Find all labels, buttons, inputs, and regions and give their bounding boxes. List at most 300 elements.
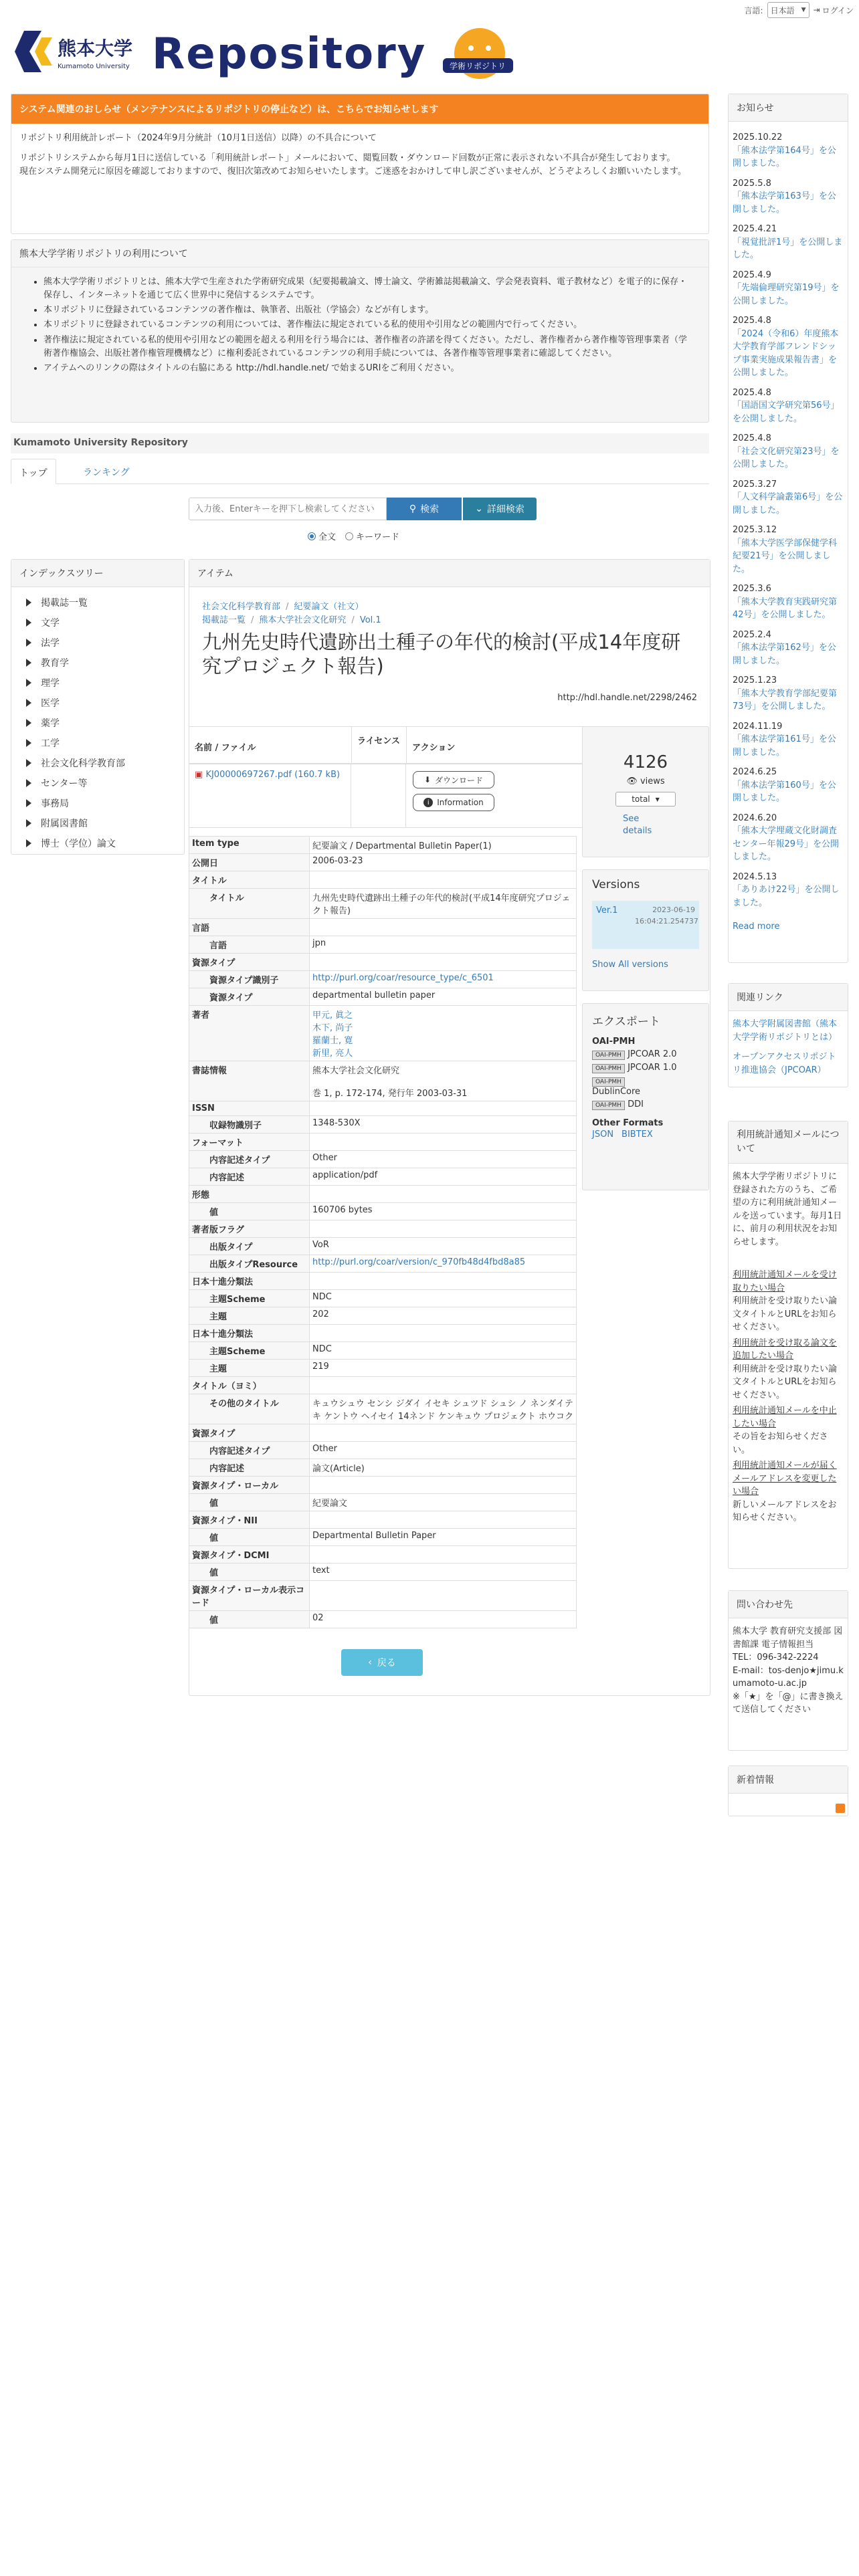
metadata-row <box>189 1006 577 1061</box>
repository-badge-text: 学術リポジトリ <box>449 62 506 71</box>
breadcrumb-link[interactable]: 熊本大学社会文化研究 <box>259 615 347 625</box>
metadata-key: 主題Scheme <box>189 1342 310 1360</box>
oai-pmh-badge-icon: OAI-PMH <box>592 1064 625 1073</box>
metadata-row <box>189 1546 577 1564</box>
news-text[interactable]: 「ありあけ22号」を公開しました。 <box>733 885 840 908</box>
chevron-down-icon: ▼ <box>801 7 806 13</box>
radio-keyword[interactable]: キーワード <box>345 530 399 542</box>
metadata-key: 値 <box>189 1203 310 1220</box>
metadata-value: NDC <box>310 1342 577 1360</box>
usage-list-item: • 本リポジトリに登録されているコンテンツの利用については、著作権法に規定されている私的使用や引用などの範囲内で行ってください。 <box>43 318 695 332</box>
news-date: 2024.6.20 <box>733 813 777 823</box>
news-date: 2025.10.22 <box>733 132 783 142</box>
search-button[interactable]: ⚲ 検索 <box>387 498 462 520</box>
mail-link-3[interactable]: 利用統計通知メールを中止したい場合 <box>733 1406 837 1429</box>
metadata-row <box>189 1377 577 1394</box>
chevron-down-icon: ⌄ <box>475 504 483 514</box>
metadata-value: jpn <box>310 936 577 954</box>
metadata-row <box>189 1477 577 1494</box>
tree-item-label[interactable]: 医学 <box>41 698 60 709</box>
chevron-left-icon: ‹ <box>368 1657 372 1668</box>
news-item <box>733 131 844 171</box>
news-date: 2025.4.8 <box>733 316 771 326</box>
metadata-row <box>189 1273 577 1290</box>
tree-item-label[interactable]: 社会文化科学教育部 <box>41 758 125 769</box>
index-tree-list <box>11 587 184 853</box>
news-date: 2025.3.27 <box>733 479 777 490</box>
metadata-row <box>189 1459 577 1477</box>
metadata-row <box>189 1564 577 1581</box>
section-title: Kumamoto University Repository <box>11 433 709 453</box>
news-date: 2024.5.13 <box>733 871 777 882</box>
university-name-en: Kumamoto University <box>58 63 130 70</box>
metadata-value: 02 <box>310 1611 577 1628</box>
metadata-row <box>189 1342 577 1360</box>
news-text[interactable]: 「国語国文学研究第56号」を公開しました。 <box>733 401 840 424</box>
news-item <box>733 478 844 518</box>
metadata-value: 論文(Article) <box>310 1459 577 1477</box>
metadata-row <box>189 1611 577 1628</box>
metadata-row <box>189 1511 577 1529</box>
metadata-key: 資源タイプ <box>189 1424 310 1442</box>
metadata-key: 資源タイプ <box>189 954 310 971</box>
breadcrumb-link[interactable]: Vol.1 <box>359 615 381 625</box>
metadata-row <box>189 1394 577 1424</box>
news-date: 2024.11.19 <box>733 721 783 732</box>
news-item <box>733 314 844 380</box>
metadata-value <box>310 1101 577 1116</box>
news-date: 2025.3.6 <box>733 584 771 594</box>
tree-item-label[interactable]: 法学 <box>41 638 60 649</box>
file-col-license: ライセンス <box>351 727 406 763</box>
index-tree-panel <box>11 559 185 855</box>
mail-panel <box>728 1121 848 1569</box>
metadata-key: 主題 <box>189 1307 310 1325</box>
mail-link-4[interactable]: 利用統計通知メールが届くメールアドレスを変更したい場合 <box>733 1461 837 1497</box>
expand-triangle-icon[interactable] <box>26 819 31 827</box>
metadata-row <box>189 1116 577 1134</box>
search-icon: ⚲ <box>409 504 417 514</box>
metadata-row <box>189 919 577 936</box>
news-item <box>733 223 844 262</box>
file-table <box>189 726 583 828</box>
metadata-row <box>189 1581 577 1611</box>
export-jpcoar10[interactable]: OAI-PMH JPCOAR 1.0 <box>592 1063 699 1073</box>
metadata-key: 資源タイプ・DCMI <box>189 1546 310 1564</box>
metadata-key: 資源タイプ識別子 <box>189 971 310 988</box>
metadata-key: ISSN <box>189 1101 310 1116</box>
metadata-key: タイトル <box>189 889 310 919</box>
news-text[interactable]: 「熊本大学教育学部紀要第73号」を公開しました。 <box>733 688 838 712</box>
expand-triangle-icon[interactable] <box>26 759 31 767</box>
version-label[interactable]: Ver.1 <box>596 905 618 916</box>
metadata-key: 内容記述 <box>189 1459 310 1477</box>
tree-item-label[interactable]: センター等 <box>41 778 88 789</box>
news-date: 2025.1.23 <box>733 675 777 685</box>
export-jpcoar20[interactable]: OAI-PMH JPCOAR 2.0 <box>592 1049 699 1060</box>
metadata-value[interactable]: http://purl.org/coar/resource_type/c_6501 <box>310 971 577 988</box>
metadata-row <box>189 971 577 988</box>
metadata-row <box>189 1186 577 1203</box>
download-button[interactable]: ⬇ ダウンロード <box>413 771 494 788</box>
news-text[interactable]: 「先端倫理研究第19号」を公開しました。 <box>733 283 840 306</box>
search-bar <box>189 498 537 520</box>
news-item <box>733 269 844 308</box>
metadata-row <box>189 1168 577 1186</box>
oai-pmh-badge-icon: OAI-PMH <box>592 1101 625 1110</box>
metadata-row <box>189 1220 577 1238</box>
metadata-key: タイトル（ヨミ） <box>189 1377 310 1394</box>
tree-item[interactable] <box>11 633 184 653</box>
file-download-link[interactable]: KJ00000697267.pdf (160.7 kB) <box>205 770 341 780</box>
metadata-value <box>310 871 577 889</box>
metadata-key: 内容記述タイプ <box>189 1151 310 1168</box>
tree-item[interactable] <box>11 773 184 793</box>
tree-item[interactable] <box>11 653 184 673</box>
jpcoar-link[interactable]: オープンアクセスリポジトリ推進協会（JPCOAR） <box>733 1052 836 1075</box>
metadata-value <box>310 1546 577 1564</box>
metadata-value: text <box>310 1564 577 1581</box>
contact-panel <box>728 1590 848 1751</box>
metadata-row <box>189 1203 577 1220</box>
expand-triangle-icon[interactable] <box>26 699 31 707</box>
file-col-action: アクション <box>406 727 583 763</box>
oai-pmh-badge-icon: OAI-PMH <box>592 1051 625 1060</box>
tree-item-label[interactable]: 掲載誌一覧 <box>41 598 88 609</box>
news-text[interactable]: 「熊本大学教育実践研究第42号」を公開しました。 <box>733 597 838 620</box>
tree-item[interactable] <box>11 673 184 693</box>
metadata-key: 内容記述タイプ <box>189 1442 310 1459</box>
metadata-value <box>310 1477 577 1494</box>
usage-panel <box>11 239 709 423</box>
language-select[interactable] <box>767 2 809 18</box>
news-date: 2025.4.8 <box>733 387 771 398</box>
expand-triangle-icon[interactable] <box>26 639 31 647</box>
expand-triangle-icon[interactable] <box>26 619 31 627</box>
usage-list-item: • 著作権法に規定されている私的使用や引用などの範囲を超える利用を行う場合には、著作権者の許諾を得てください。ただし、著作権者から著作権等管理事業者（学術著作権協会、出版社著作権管理機構など）に権利委託されているコンテンツの利用手続については、各著作権等管理事業者に確認してください。 <box>43 334 695 360</box>
news-date: 2024.6.25 <box>733 767 777 777</box>
tree-item[interactable] <box>11 793 184 813</box>
metadata-row <box>189 1424 577 1442</box>
metadata-value: Other <box>310 1151 577 1168</box>
expand-triangle-icon[interactable] <box>26 799 31 807</box>
login-icon: ⇥ <box>813 5 820 15</box>
expand-triangle-icon[interactable] <box>26 739 31 747</box>
mail-text-3: その旨をお知らせください。 <box>733 1432 828 1455</box>
repository-wordmark: Repository <box>152 29 427 79</box>
new-info-panel <box>728 1765 848 1816</box>
mail-title: 利用統計通知メールについて <box>729 1121 848 1164</box>
metadata-row <box>189 1151 577 1168</box>
metadata-value <box>310 1581 577 1611</box>
metadata-value <box>310 1273 577 1290</box>
eye-icon: 👁 <box>626 776 638 786</box>
tree-item-label[interactable]: 教育学 <box>41 658 69 669</box>
related-links-panel <box>728 983 848 1087</box>
export-dublincore[interactable]: OAI-PMH DublinCore <box>592 1079 641 1097</box>
versions-panel <box>582 869 709 991</box>
metadata-row <box>189 1360 577 1377</box>
expand-triangle-icon[interactable] <box>26 839 31 847</box>
tree-item[interactable] <box>11 693 184 713</box>
news-item <box>733 871 844 910</box>
metadata-key: 著者版フラグ <box>189 1220 310 1238</box>
notice-line-2: リポジトリシステムから毎月1日に送信している「利用統計レポート」メールにおいて、閲覧回数・ダウンロード回数が正常に表示されない不具合が発生しております。 <box>19 153 676 164</box>
metadata-key: 資源タイプ・ローカル表示コード <box>189 1581 310 1611</box>
metadata-row <box>189 837 577 854</box>
metadata-value <box>310 1325 577 1342</box>
news-text[interactable]: 「熊本法学第161号」を公開しました。 <box>733 734 836 758</box>
oai-pmh-badge-icon: OAI-PMH <box>592 1077 625 1087</box>
metadata-row <box>189 936 577 954</box>
metadata-value[interactable]: 甲元, 眞之 木下, 尚子 羅蘭士, 寛 新里, 亮人 <box>310 1006 577 1061</box>
tab-top[interactable]: トップ <box>11 459 56 484</box>
metadata-key: 出版タイプ <box>189 1238 310 1255</box>
back-button[interactable]: ‹ 戻る <box>341 1649 423 1676</box>
metadata-value <box>310 1220 577 1238</box>
views-panel <box>582 726 709 857</box>
pdf-file-icon: ▣ <box>195 770 203 780</box>
metadata-row <box>189 1255 577 1273</box>
news-item <box>733 720 844 760</box>
metadata-row <box>189 1307 577 1325</box>
advanced-search-button[interactable]: ⌄ 詳細検索 <box>463 498 537 520</box>
mail-intro: 熊本大学学術リポジトリに登録された方のうち、ご希望の方に利用統計通知メールを送っています。毎月1日に、前月の利用状況をお知らせします。 <box>733 1172 842 1247</box>
news-text[interactable]: 「熊本大学医学部保健学科紀要21号」を公開しました。 <box>733 538 838 574</box>
tab-ranking[interactable]: ランキング <box>83 467 130 478</box>
versions-title: Versions <box>592 878 640 891</box>
metadata-key: 主題 <box>189 1360 310 1377</box>
breadcrumb-1: 社会文化科学教育部 / 紀要論文（社文） <box>202 601 363 614</box>
item-title: 九州先史時代遺跡出土種子の年代的検討(平成14年度研究プロジェクト報告) <box>202 631 681 678</box>
contact-title: 問い合わせ先 <box>729 1591 848 1618</box>
expand-triangle-icon[interactable] <box>26 719 31 727</box>
metadata-value: 紀要論文 / Departmental Bulletin Paper(1) <box>310 837 577 854</box>
rss-icon[interactable] <box>836 1804 845 1813</box>
top-bar <box>745 3 854 17</box>
expand-triangle-icon[interactable] <box>26 599 31 607</box>
breadcrumb-link[interactable]: 社会文化科学教育部 <box>202 602 281 612</box>
metadata-key: 資源タイプ・NII <box>189 1511 310 1529</box>
related-links-title: 関連リンク <box>729 984 848 1011</box>
metadata-value: VoR <box>310 1238 577 1255</box>
news-item <box>733 524 844 576</box>
metadata-value: 九州先史時代遺跡出土種子の年代的検討(平成14年度研究プロジェクト報告) <box>310 889 577 919</box>
export-json-link[interactable]: JSON <box>592 1130 614 1140</box>
metadata-value: Other <box>310 1442 577 1459</box>
login-link[interactable] <box>814 5 854 16</box>
news-item <box>733 674 844 714</box>
contact-body: 熊本大学 教育研究支援部 図書館課 電子情報担当 TEL：096-342-2224 E-mail：tos-denjo★jimu.kumamoto-u.ac.jp ※「★」を「@」に書き換えて送信してください <box>733 1626 844 1715</box>
other-formats-label: Other Formats <box>592 1118 664 1128</box>
expand-triangle-icon[interactable] <box>26 679 31 687</box>
mail-link-2[interactable]: 利用統計を受け取る論文を追加したい場合 <box>733 1337 838 1361</box>
news-date: 2025.4.8 <box>733 433 771 443</box>
tree-item-label[interactable]: 博士（学位）論文 <box>41 839 116 849</box>
chevron-down-icon: ▼ <box>655 796 660 802</box>
version-date: 2023-06-19 16:04:21.254737 <box>635 905 698 926</box>
show-all-versions-link[interactable]: Show All versions <box>592 960 668 970</box>
tabs <box>11 459 709 484</box>
news-date: 2025.2.4 <box>733 629 771 640</box>
search-input[interactable] <box>189 498 387 520</box>
usage-panel-title: 熊本大学学術リポジトリの利用について <box>11 240 708 267</box>
metadata-row <box>189 988 577 1006</box>
tree-item-label[interactable]: 事務局 <box>41 798 69 809</box>
metadata-value <box>310 1377 577 1394</box>
tree-item[interactable] <box>11 593 184 613</box>
system-notice-panel <box>11 94 709 234</box>
metadata-row <box>189 1134 577 1151</box>
metadata-value: 202 <box>310 1307 577 1325</box>
metadata-row <box>189 1325 577 1342</box>
news-item <box>733 812 844 864</box>
metadata-row <box>189 1529 577 1546</box>
export-panel <box>582 1003 709 1190</box>
metadata-value <box>310 954 577 971</box>
info-icon: i <box>423 798 433 807</box>
metadata-row <box>189 871 577 889</box>
metadata-value: 熊本大学社会文化研究 巻 1, p. 172-174, 発行年 2003-03-31 <box>310 1061 577 1101</box>
metadata-key: Item type <box>189 837 310 854</box>
metadata-key: 資源タイプ <box>189 988 310 1006</box>
chevron-logo-mark-accent <box>35 37 52 66</box>
download-icon: ⬇ <box>423 775 432 784</box>
metadata-key: 形態 <box>189 1186 310 1203</box>
tree-item[interactable] <box>11 833 184 853</box>
metadata-value: 紀要論文 <box>310 1494 577 1511</box>
tree-item-label[interactable]: 文学 <box>41 618 60 629</box>
metadata-key: タイトル <box>189 871 310 889</box>
news-text[interactable]: 「熊本大学埋蔵文化財調査センター年報29号」を公開しました。 <box>733 826 840 862</box>
metadata-value <box>310 919 577 936</box>
metadata-row <box>189 1290 577 1307</box>
system-notice-title: システム関連のおしらせ（メンテナンスによるリポジトリの停止など）は、こちらでお知らせします <box>11 94 708 124</box>
metadata-key: 書誌情報 <box>189 1061 310 1101</box>
export-bibtex-link[interactable]: BIBTEX <box>622 1130 653 1140</box>
metadata-row <box>189 1494 577 1511</box>
metadata-key: フォーマット <box>189 1134 310 1151</box>
see-details-link[interactable]: See details <box>623 814 652 837</box>
handle-uri[interactable]: http://hdl.handle.net/2298/2462 <box>557 693 697 703</box>
export-title: エクスポート <box>592 1015 660 1029</box>
news-text[interactable]: 「熊本法学第160号」を公開しました。 <box>733 780 836 803</box>
metadata-row <box>189 889 577 919</box>
metadata-row <box>189 1238 577 1255</box>
metadata-value: 219 <box>310 1360 577 1377</box>
expand-triangle-icon[interactable] <box>26 659 31 667</box>
metadata-value: キュウシュウ センシ ジダイ イセキ シュツド シュシ ノ ネンダイテキ ケントウ ヘイセイ 14ネンド ケンキュウ プロジェクト ホウコク <box>310 1394 577 1424</box>
version-row[interactable] <box>592 901 699 949</box>
tree-item-label[interactable]: 理学 <box>41 678 60 689</box>
metadata-value: 1348-530X <box>310 1116 577 1134</box>
metadata-key: 値 <box>189 1494 310 1511</box>
mail-text-4: 新しいメールアドレスをお知らせください。 <box>733 1499 837 1523</box>
tree-item[interactable] <box>11 713 184 733</box>
news-item <box>733 629 844 668</box>
item-panel-title: アイテム <box>189 560 710 587</box>
news-text[interactable]: 「熊本法学第163号」を公開しました。 <box>733 191 836 215</box>
news-text[interactable]: 「視覚批評1号」を公開しました。 <box>733 237 843 260</box>
radio-fulltext[interactable]: 全文 <box>308 530 336 542</box>
tree-item[interactable] <box>11 613 184 633</box>
metadata-value: application/pdf <box>310 1168 577 1186</box>
tree-item[interactable] <box>11 813 184 833</box>
news-text[interactable]: 「2024（令和6）年度熊本大学教育学部フレンドシップ事業実施成果報告書」を公開しました。 <box>733 328 839 378</box>
mail-text-2: 利用統計を受け取りたい論文タイトルとURLをお知らせください。 <box>733 1364 838 1400</box>
metadata-key: 内容記述 <box>189 1168 310 1186</box>
news-date: 2025.5.8 <box>733 178 771 189</box>
read-more-link[interactable]: Read more <box>733 922 780 932</box>
news-date: 2025.4.9 <box>733 270 771 280</box>
information-button[interactable]: i Information <box>413 794 494 811</box>
views-period-select[interactable]: total ▼ <box>615 792 676 807</box>
metadata-value[interactable]: http://purl.org/coar/version/c_970fb48d4fbd8a85 <box>310 1255 577 1273</box>
usage-list-item: • 熊本大学学術リポジトリとは、熊本大学で生産された学術研究成果（紀要掲載論文、博士論文、学術雑誌掲載論文、学会発表資料、電子教材など）を電子的に保存・保存し、インターネットを通じて広く世界中に発信するシステムです。 <box>43 276 695 302</box>
metadata-value: NDC <box>310 1290 577 1307</box>
news-text[interactable]: 「人文科学論叢第6号」を公開しました。 <box>733 492 843 516</box>
expand-triangle-icon[interactable] <box>26 779 31 787</box>
metadata-row <box>189 1442 577 1459</box>
metadata-value: departmental bulletin paper <box>310 988 577 1006</box>
export-ddi[interactable]: OAI-PMH DDI <box>592 1099 699 1110</box>
metadata-table <box>189 836 577 1628</box>
site-logo[interactable] <box>15 21 516 82</box>
metadata-key: 出版タイプResource <box>189 1255 310 1273</box>
news-text[interactable]: 「熊本法学第162号」を公開しました。 <box>733 643 836 666</box>
metadata-row <box>189 1061 577 1101</box>
metadata-key: 言語 <box>189 919 310 936</box>
news-item <box>733 177 844 217</box>
breadcrumb-link[interactable]: 紀要論文（社文） <box>294 602 364 612</box>
mail-link-1[interactable]: 利用統計通知メールを受け取りたい場合 <box>733 1270 837 1293</box>
metadata-value <box>310 1186 577 1203</box>
metadata-key: 言語 <box>189 936 310 954</box>
language-label: 言語: <box>744 5 763 15</box>
news-text[interactable]: 「社会文化研究第23号」を公開しました。 <box>733 446 840 469</box>
usage-list <box>11 267 708 385</box>
tree-item[interactable] <box>11 733 184 753</box>
metadata-value: Departmental Bulletin Paper <box>310 1529 577 1546</box>
tree-item[interactable] <box>11 753 184 773</box>
metadata-key: 値 <box>189 1564 310 1581</box>
notice-line-1: リポジトリ利用統計レポート（2024年9月分統計（10月1日送信）以降）の不具合について <box>19 133 377 143</box>
library-link[interactable]: 熊本大学附属図書館（熊本大学学術リポジトリとは） <box>733 1019 838 1043</box>
tree-item-label[interactable]: 薬学 <box>41 718 60 729</box>
metadata-key: 日本十進分類法 <box>189 1325 310 1342</box>
metadata-key: その他のタイトル <box>189 1394 310 1424</box>
news-item <box>733 387 844 426</box>
news-item <box>733 582 844 622</box>
breadcrumb-link[interactable]: 掲載誌一覧 <box>202 615 246 625</box>
news-date: 2025.3.12 <box>733 525 777 535</box>
notice-line-3: 現在システム開発元に原因を確認しておりますので、復旧次第改めてお知らせいたします。ご迷惑をおかけして申し訳ございませんが、どうぞよろしくお願いいたします。 <box>19 167 686 177</box>
news-date: 2025.4.21 <box>733 224 777 234</box>
metadata-key: 著者 <box>189 1006 310 1061</box>
university-name-jp: 熊本大学 <box>58 37 133 60</box>
metadata-key: 収録物識別子 <box>189 1116 310 1134</box>
news-item <box>733 766 844 805</box>
tree-item-label[interactable]: 附属図書館 <box>41 819 88 829</box>
new-info-title: 新着情報 <box>729 1766 848 1794</box>
views-count: 4126 <box>623 752 668 772</box>
tree-item-label[interactable]: 工学 <box>41 738 60 749</box>
news-item <box>733 432 844 471</box>
metadata-row <box>189 1101 577 1116</box>
news-text[interactable]: 「熊本法学第164号」を公開しました。 <box>733 145 836 169</box>
oai-pmh-label: OAI-PMH <box>592 1037 636 1047</box>
language-select-value: 日本語 <box>770 5 795 15</box>
